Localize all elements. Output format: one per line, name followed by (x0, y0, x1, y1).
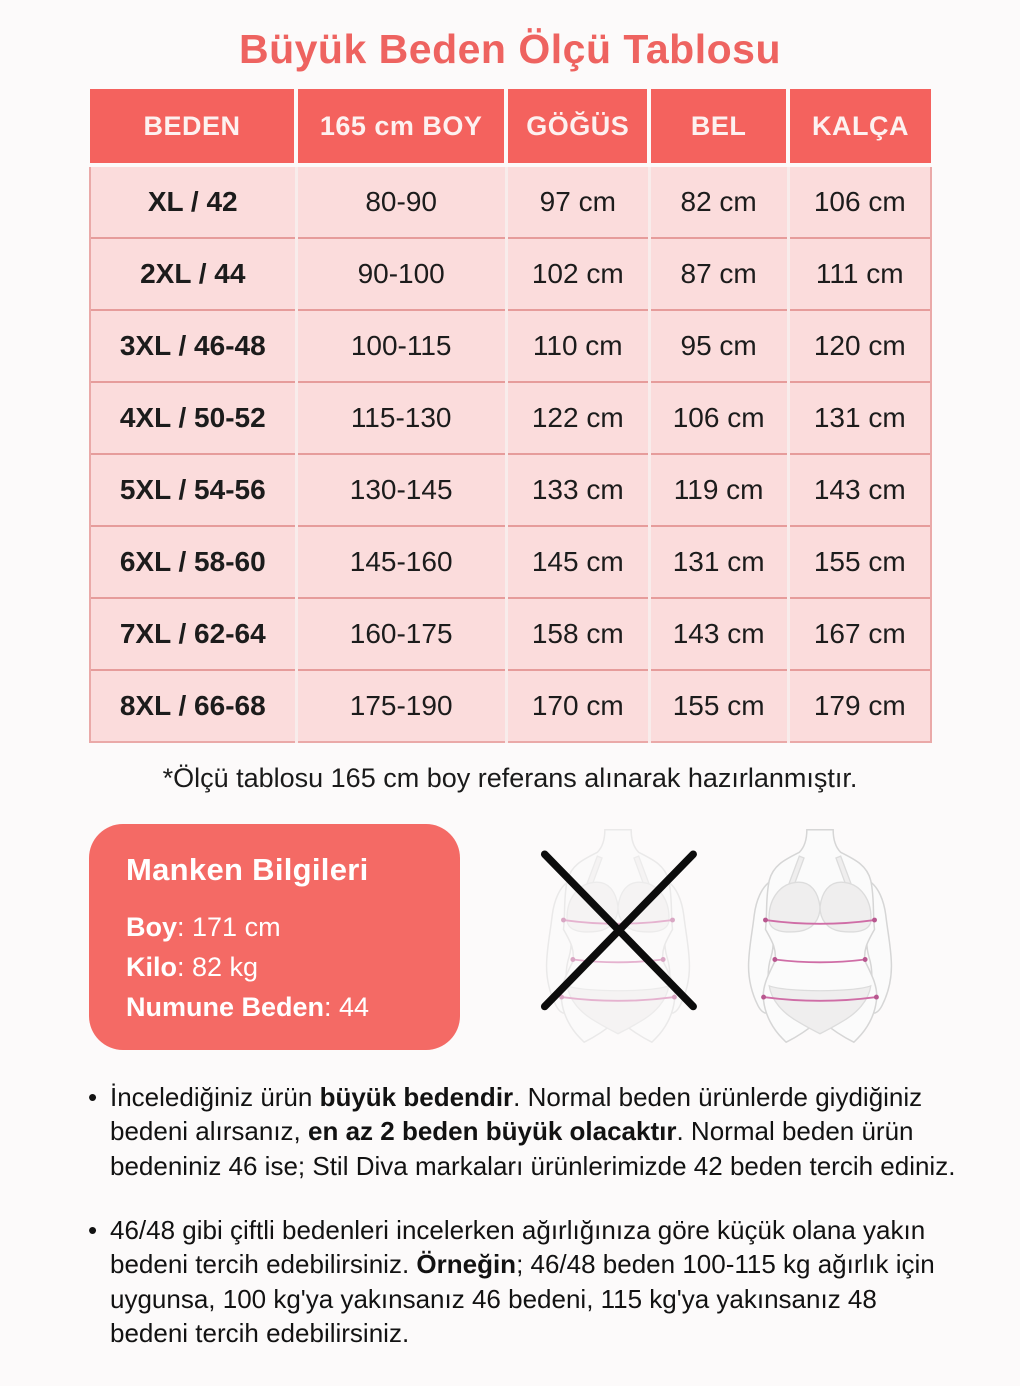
table-row (90, 310, 931, 382)
model-info-title: Manken Bilgileri (126, 852, 369, 887)
value-cell: 175-190 (296, 670, 506, 742)
model-weight-label: Kilo (126, 952, 177, 982)
value-cell: 130-145 (296, 454, 506, 526)
value-cell: 155 cm (649, 670, 788, 742)
size-cell: 7XL / 62-64 (90, 598, 296, 670)
value-cell: 119 cm (649, 454, 788, 526)
model-height-label: Boy (126, 912, 178, 942)
table-row (90, 670, 931, 742)
value-cell: 111 cm (788, 238, 931, 310)
bullet-text-segment: en az 2 beden büyük olacaktır (308, 1116, 677, 1147)
size-cell: 5XL / 54-56 (90, 454, 296, 526)
size-cell: XL / 42 (90, 165, 296, 238)
size-cell: 2XL / 44 (90, 238, 296, 310)
column-header: GÖĞÜS (506, 89, 649, 165)
value-cell: 179 cm (788, 670, 931, 742)
value-cell: 120 cm (788, 310, 931, 382)
size-cell: 8XL / 66-68 (90, 670, 296, 742)
value-cell: 145 cm (506, 526, 649, 598)
size-table-header-row (90, 89, 931, 165)
bullet-text-segment: . Normal beden ürünlerde giydiğiniz bedeni alırsanız, (110, 1082, 923, 1147)
table-row (90, 598, 931, 670)
value-cell: 160-175 (296, 598, 506, 670)
model-info-section (89, 824, 1020, 1050)
value-cell: 145-160 (296, 526, 506, 598)
bullet-item (86, 1080, 958, 1183)
crossed-out-figure-svg (524, 826, 712, 1046)
plus-size-figure-illustration (726, 826, 914, 1046)
value-cell: 87 cm (649, 238, 788, 310)
bullet-text-segment: ; 46/48 beden 100-115 kg ağırlık için uygunsa, 100 kg'ya yakınsanız 46 bedeni, 115 kg'ya yakınsanız 48 bedeni tercih edebilirsiniz. (110, 1249, 935, 1348)
bullet-item (86, 1213, 958, 1350)
value-cell: 115-130 (296, 382, 506, 454)
size-cell: 6XL / 58-60 (90, 526, 296, 598)
value-cell: 106 cm (788, 165, 931, 238)
model-weight-line (126, 952, 440, 983)
column-header: 165 cm BOY (296, 89, 506, 165)
size-table-body (90, 165, 931, 742)
value-cell: 158 cm (506, 598, 649, 670)
model-sample-size-value: : 44 (324, 992, 370, 1022)
bullet-text-segment: büyük bedendir (319, 1082, 514, 1112)
value-cell: 102 cm (506, 238, 649, 310)
value-cell: 90-100 (296, 238, 506, 310)
crossed-out-standard-figure-illustration (524, 826, 712, 1046)
model-sample-size-label: Numune Beden (126, 992, 325, 1022)
model-height-line (126, 912, 440, 943)
figure-illustrations (524, 826, 914, 1046)
bullet-text-segment: Örneğin (416, 1249, 517, 1280)
value-cell: 97 cm (506, 165, 649, 238)
value-cell: 167 cm (788, 598, 931, 670)
notes-list (86, 1080, 958, 1350)
table-row (90, 382, 931, 454)
value-cell: 100-115 (296, 310, 506, 382)
value-cell: 133 cm (506, 454, 649, 526)
value-cell: 143 cm (788, 454, 931, 526)
value-cell: 82 cm (649, 165, 788, 238)
page-title: Büyük Beden Ölçü Tablosu (238, 26, 782, 72)
column-header: KALÇA (788, 89, 931, 165)
model-height-value: : 171 cm (177, 912, 281, 942)
value-cell: 131 cm (649, 526, 788, 598)
table-row (90, 165, 931, 238)
plus-size-figure-svg (726, 826, 914, 1046)
value-cell: 106 cm (649, 382, 788, 454)
model-sample-size-line (126, 992, 440, 1023)
column-header: BEL (649, 89, 788, 165)
bullet-text-segment: . Normal beden ürün bedeniniz 46 ise; Stil Diva markaları ürünlerimizde 42 beden tercih ediniz. (110, 1116, 956, 1181)
value-cell: 122 cm (506, 382, 649, 454)
size-cell: 3XL / 46-48 (90, 310, 296, 382)
value-cell: 80-90 (296, 165, 506, 238)
value-cell: 95 cm (649, 310, 788, 382)
bullet-text-segment: İncelediğiniz ürün (110, 1082, 320, 1112)
size-table (89, 89, 932, 743)
value-cell: 110 cm (506, 310, 649, 382)
table-row (90, 526, 931, 598)
value-cell: 131 cm (788, 382, 931, 454)
table-row (90, 454, 931, 526)
table-row (90, 238, 931, 310)
size-cell: 4XL / 50-52 (90, 382, 296, 454)
value-cell: 170 cm (506, 670, 649, 742)
bullet-text-segment: 46/48 gibi çiftli bedenleri incelerken ağırlığınıza göre küçük olana yakın bedeni tercih edebilirsiniz. (110, 1214, 926, 1280)
value-cell: 155 cm (788, 526, 931, 598)
table-footnote: *Ölçü tablosu 165 cm boy referans alınarak hazırlanmıştır. (162, 763, 858, 793)
model-weight-value: : 82 kg (177, 952, 259, 982)
column-header: BEDEN (90, 89, 296, 165)
value-cell: 143 cm (649, 598, 788, 670)
model-info-card (89, 824, 460, 1050)
